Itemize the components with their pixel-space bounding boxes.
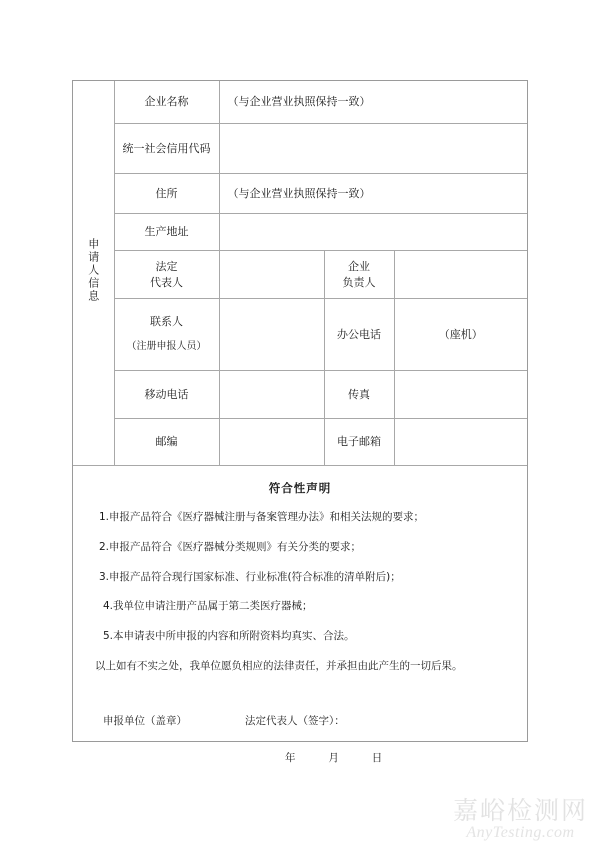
signature-row [89, 713, 511, 728]
legal-representative-signature-label: 法定代表人（签字）： [245, 714, 345, 727]
application-form-sheet [72, 80, 528, 764]
declaration-item-1: 1.申报产品符合《医疗器械注册与备案管理办法》和相关法规的要求； [99, 511, 425, 523]
label-legal-representative-line2: 代表人 [150, 275, 183, 289]
label-legal-representative-line1: 法定 [155, 259, 178, 273]
side-label-text: 申请人信息 [86, 238, 100, 304]
value-enterprise-manager[interactable] [394, 251, 527, 299]
date-month-label: 月 [328, 751, 339, 764]
watermark-english-text: AnyTesting.com [466, 824, 575, 841]
declaration-item-3: 3.申报产品符合现行国家标准、行业标准(符合标准的清单附后)； [99, 570, 401, 583]
label-fax: 传真 [324, 371, 394, 419]
label-company-name: 企业名称 [114, 81, 219, 124]
label-contact-person [114, 299, 219, 371]
table-row [73, 81, 527, 124]
label-legal-representative [114, 251, 219, 299]
table-row [73, 371, 527, 419]
label-enterprise-manager [324, 251, 394, 299]
conformity-declaration-section [73, 466, 527, 675]
value-mobile-phone[interactable] [219, 371, 324, 419]
value-postal-code[interactable] [219, 419, 324, 466]
applicant-info-table [73, 81, 527, 466]
declaration-item-4: 4.我单位申请注册产品属于第二类医疗器械； [103, 600, 313, 613]
value-company-name[interactable]: （与企业营业执照保持一致） [219, 81, 527, 124]
table-row [73, 251, 527, 299]
label-production-address: 生产地址 [114, 214, 219, 251]
declaration-closing-statement: 以上如有不实之处，我单位愿负相应的法律责任，并承担由此产生的一切后果。 [95, 659, 463, 672]
label-email: 电子邮箱 [324, 419, 394, 466]
label-contact-person-note: （注册申报人员） [126, 341, 207, 353]
value-address[interactable]: （与企业营业执照保持一致） [219, 174, 527, 214]
table-row [73, 214, 527, 251]
declaration-item-5: 5.本申请表中所申报的内容和所附资料均真实、合法。 [103, 630, 355, 642]
applicant-stamp-label: 申报单位（盖章） [103, 714, 187, 727]
declaration-title: 符合性声明 [268, 481, 332, 495]
watermark-chinese-text: 嘉峪检测网 [452, 795, 588, 825]
label-mobile-phone: 移动电话 [114, 371, 219, 419]
value-email[interactable] [394, 419, 527, 466]
table-row [73, 299, 527, 371]
value-credit-code[interactable] [219, 124, 527, 174]
label-contact-person-main: 联系人 [150, 315, 183, 329]
table-row [73, 174, 527, 214]
value-office-phone[interactable]: （座机） [394, 299, 527, 371]
date-day-label: 日 [371, 751, 383, 764]
label-enterprise-manager-line1: 企业 [348, 259, 370, 273]
date-year-label: 年 [285, 751, 296, 764]
watermark [453, 797, 588, 843]
label-address: 住所 [114, 174, 219, 214]
signature-section [73, 689, 527, 765]
value-legal-representative[interactable] [219, 251, 324, 299]
value-contact-person[interactable] [219, 299, 324, 371]
label-office-phone: 办公电话 [324, 299, 394, 371]
label-enterprise-manager-line2: 负责人 [342, 275, 376, 289]
declaration-item-2: 2.申报产品符合《医疗器械分类规则》有关分类的要求； [99, 540, 362, 553]
table-row [73, 124, 527, 174]
value-fax[interactable] [394, 371, 527, 419]
label-credit-code: 统一社会信用代码 [114, 124, 219, 174]
table-row [73, 419, 527, 466]
label-postal-code: 邮编 [114, 419, 219, 466]
side-label-applicant-info [73, 81, 114, 466]
value-production-address[interactable] [219, 214, 527, 251]
signature-date-row [89, 750, 511, 765]
